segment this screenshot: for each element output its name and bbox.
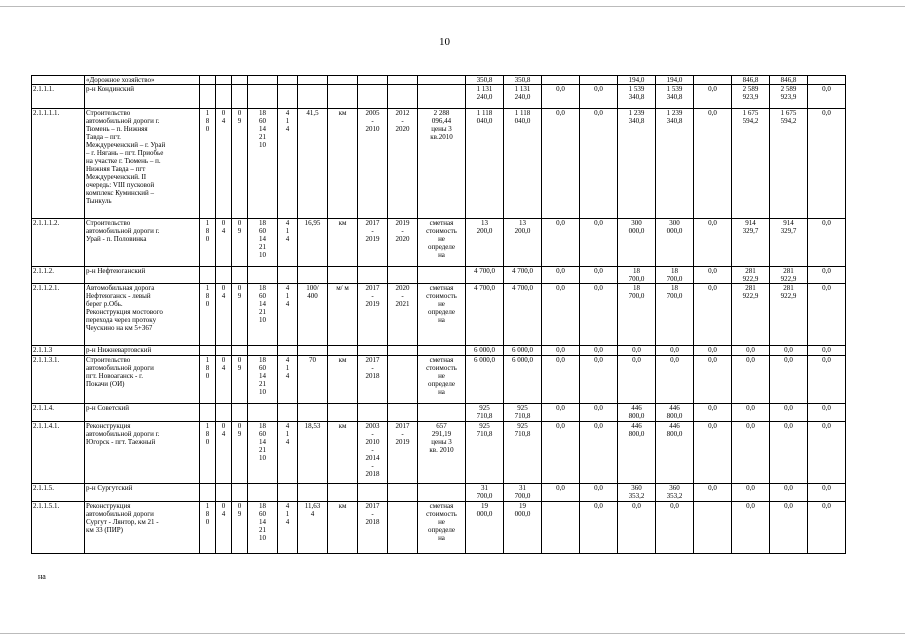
amount-cell: 914 329,7: [732, 219, 770, 267]
budget-code-cell: 0 4: [216, 284, 232, 346]
amount-cell: 0,0: [542, 356, 580, 404]
amount-cell: 18 700,0: [618, 267, 656, 284]
amount-cell: 4 700,0: [466, 284, 504, 346]
empty-cell: [328, 85, 358, 109]
row-name: р-н Нижневартовский: [85, 346, 200, 356]
amount-cell: 0,0: [808, 109, 846, 219]
amount-cell: 0,0: [694, 484, 732, 502]
amount-cell: 18 700,0: [618, 284, 656, 346]
group-row: [32, 484, 884, 502]
budget-code-cell: 18 60 14 21 10: [248, 356, 278, 404]
amount-cell: 0,0: [732, 346, 770, 356]
start-year-cell: 2003 - 2010 - 2014 - 2018: [358, 422, 388, 484]
row-code: 2.1.1.1.2.: [32, 219, 85, 267]
budget-code-cell: 18 60 14 21 10: [248, 219, 278, 267]
table-row: [32, 284, 884, 346]
budget-code-cell: 0 4: [216, 109, 232, 219]
budget-code-cell: 0 9: [232, 219, 248, 267]
row-code: 2.1.1.4.: [32, 404, 85, 422]
budget-code-cell: 0 9: [232, 356, 248, 404]
amount-cell: 2 589 923,9: [732, 85, 770, 109]
empty-cell: [388, 85, 418, 109]
amount-cell: 6 000,0: [504, 356, 542, 404]
amount-cell: 300 000,0: [618, 219, 656, 267]
empty-cell: [328, 76, 358, 85]
empty-cell: [298, 346, 328, 356]
cost-cell: сметная стоимость не определе на: [418, 284, 466, 346]
empty-cell: [328, 404, 358, 422]
budget-code-cell: 0 9: [232, 422, 248, 484]
row-code: 2.1.1.5.: [32, 484, 85, 502]
empty-cell: [358, 346, 388, 356]
amount-cell: 0,0: [580, 267, 618, 284]
amount-cell: 0,0: [542, 346, 580, 356]
amount-cell: 925 710,8: [504, 404, 542, 422]
empty-cell: [278, 267, 298, 284]
amount-cell: 0,0: [580, 356, 618, 404]
row-code: 2.1.1.3: [32, 346, 85, 356]
row-name: Реконструкция автомобильной дороги Сургут - Лянтор, км 21 - км 33 (ПИР): [85, 502, 200, 554]
amount-cell: 0,0: [656, 356, 694, 404]
amount-cell: [542, 76, 580, 85]
amount-cell: 846,8: [770, 76, 808, 85]
amount-cell: 0,0: [770, 502, 808, 554]
amount-cell: [542, 502, 580, 554]
footer-note: на: [38, 572, 46, 581]
amount-cell: 1 118 040,0: [504, 109, 542, 219]
start-year-cell: 2017 - 2018: [358, 502, 388, 554]
table-row: [32, 502, 884, 554]
empty-cell: [298, 404, 328, 422]
row-name: Строительство автомобильной дороги г. Урай - п. Половинка: [85, 219, 200, 267]
capacity-cell: 18,53: [298, 422, 328, 484]
row-name: Строительство автомобильной дороги пгт. Новоаганск - г. Покачи (ОИ): [85, 356, 200, 404]
amount-cell: 281 922,9: [732, 267, 770, 284]
group-row: [32, 346, 884, 356]
amount-cell: 4 700,0: [466, 267, 504, 284]
amount-cell: 2 589 923,9: [770, 85, 808, 109]
amount-cell: 0,0: [808, 346, 846, 356]
amount-cell: 281 922,9: [770, 267, 808, 284]
empty-cell: [298, 267, 328, 284]
amount-cell: 0,0: [808, 422, 846, 484]
amount-cell: 0,0: [542, 109, 580, 219]
amount-cell: 446 800,0: [656, 404, 694, 422]
amount-cell: 31 700,0: [504, 484, 542, 502]
amount-cell: 18 700,0: [656, 284, 694, 346]
amount-cell: 13 200,0: [466, 219, 504, 267]
cost-cell: сметная стоимость не определе на: [418, 219, 466, 267]
amount-cell: 31 700,0: [466, 484, 504, 502]
unit-cell: км: [328, 219, 358, 267]
amount-cell: 0,0: [580, 109, 618, 219]
capacity-cell: 100/ 400: [298, 284, 328, 346]
amount-cell: 0,0: [770, 484, 808, 502]
amount-cell: 1 131 240,0: [504, 85, 542, 109]
row-name: р-н Сургутский: [85, 484, 200, 502]
amount-cell: 925 710,8: [466, 404, 504, 422]
row-code: 2.1.1.5.1.: [32, 502, 85, 554]
unit-cell: км: [328, 109, 358, 219]
empty-cell: [232, 76, 248, 85]
budget-code-cell: 0 9: [232, 109, 248, 219]
amount-cell: 281 922,9: [732, 284, 770, 346]
amount-cell: 0,0: [694, 404, 732, 422]
empty-cell: [278, 484, 298, 502]
unit-cell: км: [328, 502, 358, 554]
amount-cell: 0,0: [732, 502, 770, 554]
amount-cell: 0,0: [694, 356, 732, 404]
amount-cell: 0,0: [694, 346, 732, 356]
amount-cell: 0,0: [542, 219, 580, 267]
row-name: «Дорожное хозяйство»: [85, 76, 200, 85]
empty-cell: [388, 346, 418, 356]
start-year-cell: 2017 - 2019: [358, 219, 388, 267]
amount-cell: 0,0: [542, 404, 580, 422]
empty-cell: [248, 85, 278, 109]
amount-cell: 446 800,0: [618, 404, 656, 422]
amount-cell: [808, 76, 846, 85]
row-code: 2.1.1.1.1.: [32, 109, 85, 219]
unit-cell: км: [328, 422, 358, 484]
empty-cell: [232, 404, 248, 422]
amount-cell: 0,0: [770, 404, 808, 422]
empty-cell: [248, 404, 278, 422]
budget-code-cell: 0 4: [216, 219, 232, 267]
amount-cell: 0,0: [580, 346, 618, 356]
empty-cell: [328, 484, 358, 502]
budget-code-cell: 0 9: [232, 502, 248, 554]
amount-cell: 0,0: [808, 404, 846, 422]
empty-cell: [232, 267, 248, 284]
end-year-cell: [388, 502, 418, 554]
group-row: [32, 267, 884, 284]
empty-cell: [358, 484, 388, 502]
amount-cell: 0,0: [808, 219, 846, 267]
row-code: [32, 76, 85, 85]
amount-cell: 1 239 340,8: [618, 109, 656, 219]
amount-cell: 0,0: [656, 346, 694, 356]
budget-code-cell: 4 1 4: [278, 284, 298, 346]
empty-cell: [418, 484, 466, 502]
amount-cell: 0,0: [808, 267, 846, 284]
row-name: р-н Советский: [85, 404, 200, 422]
empty-cell: [216, 85, 232, 109]
amount-cell: 6 000,0: [466, 346, 504, 356]
table-row: [32, 109, 884, 219]
empty-cell: [328, 267, 358, 284]
cost-cell: сметная стоимость не определе на: [418, 502, 466, 554]
capacity-cell: 41,5: [298, 109, 328, 219]
amount-cell: 194,0: [618, 76, 656, 85]
amount-cell: [694, 502, 732, 554]
empty-cell: [200, 484, 216, 502]
capacity-cell: 70: [298, 356, 328, 404]
amount-cell: 350,8: [466, 76, 504, 85]
amount-cell: 0,0: [580, 85, 618, 109]
table-row: [32, 219, 884, 267]
amount-cell: 0,0: [694, 267, 732, 284]
budget-code-cell: 4 1 4: [278, 356, 298, 404]
capacity-cell: 16,95: [298, 219, 328, 267]
amount-cell: [694, 76, 732, 85]
amount-cell: 13 200,0: [504, 219, 542, 267]
table-row: [32, 422, 884, 484]
row-code: 2.1.1.3.1.: [32, 356, 85, 404]
budget-code-cell: 18 60 14 21 10: [248, 109, 278, 219]
empty-cell: [298, 484, 328, 502]
group-row: [32, 85, 884, 109]
amount-cell: 0,0: [732, 422, 770, 484]
unit-cell: м/ м: [328, 284, 358, 346]
amount-cell: 0,0: [694, 284, 732, 346]
amount-cell: 0,0: [770, 422, 808, 484]
empty-cell: [248, 484, 278, 502]
amount-cell: 0,0: [542, 85, 580, 109]
amount-cell: 925 710,8: [466, 422, 504, 484]
budget-code-cell: 1 8 0: [200, 502, 216, 554]
row-code: 2.1.1.2.1.: [32, 284, 85, 346]
amount-cell: 0,0: [656, 502, 694, 554]
amount-cell: 0,0: [580, 502, 618, 554]
empty-cell: [278, 346, 298, 356]
amount-cell: 0,0: [580, 219, 618, 267]
empty-cell: [358, 404, 388, 422]
empty-cell: [200, 76, 216, 85]
empty-cell: [248, 76, 278, 85]
amount-cell: 360 353,2: [618, 484, 656, 502]
empty-cell: [418, 85, 466, 109]
amount-cell: 0,0: [694, 422, 732, 484]
budget-code-cell: 4 1 4: [278, 502, 298, 554]
amount-cell: 0,0: [580, 484, 618, 502]
cost-cell: 2 288 096,44 цены 3 кв.2010: [418, 109, 466, 219]
budget-code-cell: 0 9: [232, 284, 248, 346]
end-year-cell: 2019 - 2020: [388, 219, 418, 267]
page-number: 10: [439, 36, 450, 48]
empty-cell: [388, 404, 418, 422]
amount-cell: 0,0: [808, 284, 846, 346]
empty-cell: [216, 267, 232, 284]
empty-cell: [200, 85, 216, 109]
budget-code-cell: 1 8 0: [200, 109, 216, 219]
budget-code-cell: 18 60 14 21 10: [248, 284, 278, 346]
financing-table: [31, 75, 884, 554]
amount-cell: 350,8: [504, 76, 542, 85]
amount-cell: 1 239 340,8: [656, 109, 694, 219]
budget-code-cell: 18 60 14 21 10: [248, 422, 278, 484]
empty-cell: [216, 484, 232, 502]
amount-cell: 446 800,0: [618, 422, 656, 484]
empty-cell: [200, 404, 216, 422]
amount-cell: 1 675 594,2: [732, 109, 770, 219]
amount-cell: 0,0: [694, 219, 732, 267]
amount-cell: 0,0: [770, 346, 808, 356]
unit-cell: км: [328, 356, 358, 404]
empty-cell: [298, 76, 328, 85]
amount-cell: 1 118 040,0: [466, 109, 504, 219]
budget-code-cell: 1 8 0: [200, 284, 216, 346]
empty-cell: [328, 346, 358, 356]
amount-cell: 0,0: [580, 404, 618, 422]
empty-cell: [248, 346, 278, 356]
amount-cell: 19 000,0: [504, 502, 542, 554]
empty-cell: [232, 85, 248, 109]
amount-cell: 0,0: [808, 356, 846, 404]
group-row: [32, 404, 884, 422]
amount-cell: 0,0: [580, 284, 618, 346]
row-name: Реконструкция автомобильной дороги г. Югорск - пгт. Таежный: [85, 422, 200, 484]
bottom-scan-edge: [0, 633, 905, 634]
amount-cell: 281 922,9: [770, 284, 808, 346]
start-year-cell: 2017 - 2019: [358, 284, 388, 346]
empty-cell: [388, 267, 418, 284]
start-year-cell: 2017 - 2018: [358, 356, 388, 404]
empty-cell: [232, 346, 248, 356]
amount-cell: 0,0: [808, 484, 846, 502]
row-name: Автомобильная дорога Нефтеюганск - левый берег р.Обь. Реконструкция мостового перехода через протоку Чеускино на км 5+367: [85, 284, 200, 346]
budget-code-cell: 4 1 4: [278, 109, 298, 219]
empty-cell: [216, 346, 232, 356]
empty-cell: [418, 267, 466, 284]
budget-code-cell: 18 60 14 21 10: [248, 502, 278, 554]
row-name: Строительство автомобильной дороги г. Тюмень – п. Нижняя Тавда – пгт. Междуреченский – г. Урай – г. Нягань – пгт. Приобье на участке г. Тюмень – п. Нижняя Тавда – пгт Междуреченский. II очередь: VIII пусковой комплекс Куминский – Тынкуль: [85, 109, 200, 219]
amount-cell: 194,0: [656, 76, 694, 85]
group-row: [32, 76, 884, 85]
amount-cell: 0,0: [808, 85, 846, 109]
amount-cell: 0,0: [542, 267, 580, 284]
budget-code-cell: 1 8 0: [200, 422, 216, 484]
empty-cell: [278, 76, 298, 85]
amount-cell: 446 800,0: [656, 422, 694, 484]
empty-cell: [248, 267, 278, 284]
amount-cell: 0,0: [542, 484, 580, 502]
budget-code-cell: 0 4: [216, 422, 232, 484]
amount-cell: 4 700,0: [504, 267, 542, 284]
cost-cell: 657 291,19 цены 3 кв. 2010: [418, 422, 466, 484]
empty-cell: [216, 76, 232, 85]
amount-cell: 360 353,2: [656, 484, 694, 502]
amount-cell: 0,0: [542, 422, 580, 484]
amount-cell: 1 539 340,8: [618, 85, 656, 109]
end-year-cell: 2020 - 2021: [388, 284, 418, 346]
amount-cell: 0,0: [694, 109, 732, 219]
amount-cell: 1 539 340,8: [656, 85, 694, 109]
amount-cell: 0,0: [732, 356, 770, 404]
empty-cell: [278, 404, 298, 422]
amount-cell: 0,0: [770, 356, 808, 404]
amount-cell: 0,0: [694, 85, 732, 109]
amount-cell: 300 000,0: [656, 219, 694, 267]
row-name: р-н Кондинский: [85, 85, 200, 109]
row-name: р-н Нефтеюганский: [85, 267, 200, 284]
amount-cell: 18 700,0: [656, 267, 694, 284]
empty-cell: [418, 346, 466, 356]
end-year-cell: 2017 - 2019: [388, 422, 418, 484]
empty-cell: [388, 484, 418, 502]
amount-cell: 0,0: [542, 284, 580, 346]
amount-cell: [580, 76, 618, 85]
amount-cell: 0,0: [618, 502, 656, 554]
empty-cell: [200, 267, 216, 284]
row-code: 2.1.1.4.1.: [32, 422, 85, 484]
table-row: [32, 356, 884, 404]
end-year-cell: [388, 356, 418, 404]
amount-cell: 0,0: [618, 346, 656, 356]
empty-cell: [358, 267, 388, 284]
budget-code-cell: 1 8 0: [200, 356, 216, 404]
budget-code-cell: 4 1 4: [278, 219, 298, 267]
amount-cell: 846,8: [732, 76, 770, 85]
amount-cell: 0,0: [808, 502, 846, 554]
end-year-cell: 2012 - 2020: [388, 109, 418, 219]
budget-code-cell: 1 8 0: [200, 219, 216, 267]
empty-cell: [232, 484, 248, 502]
amount-cell: 925 710,8: [504, 422, 542, 484]
capacity-cell: 11,63 4: [298, 502, 328, 554]
top-scan-edge: [0, 6, 905, 7]
amount-cell: 914 329,7: [770, 219, 808, 267]
amount-cell: 1 675 594,2: [770, 109, 808, 219]
budget-code-cell: 0 4: [216, 356, 232, 404]
empty-cell: [388, 76, 418, 85]
amount-cell: 6 000,0: [504, 346, 542, 356]
row-code: 2.1.1.2.: [32, 267, 85, 284]
empty-cell: [298, 85, 328, 109]
start-year-cell: 2005 - 2010: [358, 109, 388, 219]
amount-cell: 6 000,0: [466, 356, 504, 404]
empty-cell: [216, 404, 232, 422]
amount-cell: 19 000,0: [466, 502, 504, 554]
row-code: 2.1.1.1.: [32, 85, 85, 109]
amount-cell: 0,0: [580, 422, 618, 484]
empty-cell: [418, 76, 466, 85]
amount-cell: 0,0: [732, 404, 770, 422]
empty-cell: [418, 404, 466, 422]
amount-cell: 4 700,0: [504, 284, 542, 346]
budget-code-cell: 4 1 4: [278, 422, 298, 484]
amount-cell: 0,0: [732, 484, 770, 502]
cost-cell: сметная стоимость не определе на: [418, 356, 466, 404]
empty-cell: [358, 85, 388, 109]
amount-cell: 0,0: [618, 356, 656, 404]
empty-cell: [358, 76, 388, 85]
empty-cell: [200, 346, 216, 356]
empty-cell: [278, 85, 298, 109]
amount-cell: 1 131 240,0: [466, 85, 504, 109]
budget-code-cell: 0 4: [216, 502, 232, 554]
